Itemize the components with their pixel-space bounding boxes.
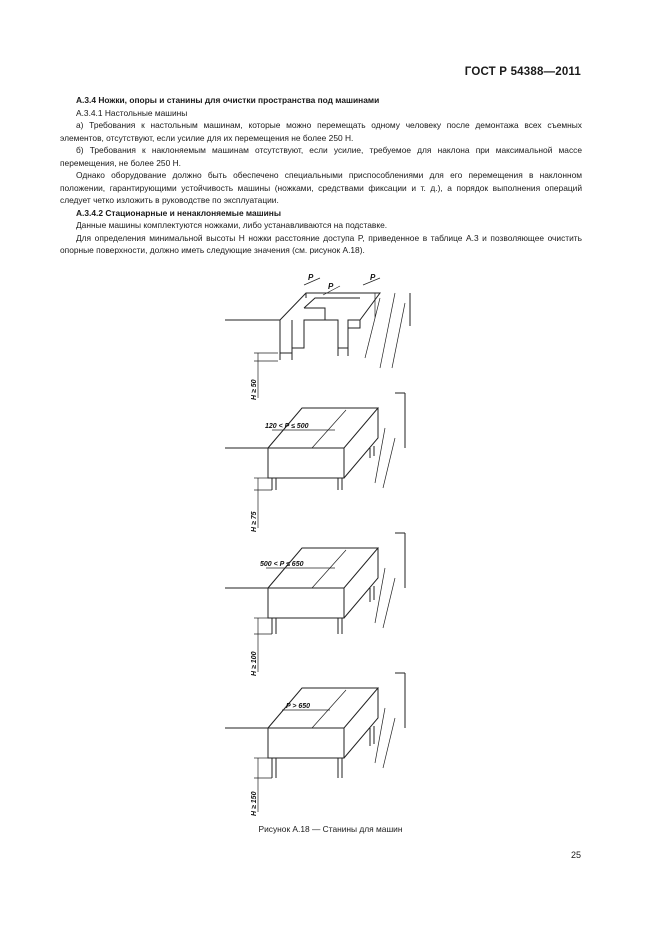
range-label-4: P > 650 [286, 703, 311, 710]
figure-caption: Рисунок А.18 — Станины для машин [258, 824, 403, 834]
subsection-heading-1: А.3.4.1 Настольные машины [76, 107, 188, 118]
paragraph-d: Данные машины комплектуются ножками, либо устанавливаются на подставке. [76, 220, 388, 230]
figure-a18 [220, 268, 420, 818]
h-label-1: H ≥ 50 [251, 379, 258, 400]
p-label-3: P [370, 273, 376, 282]
section-heading: А.3.4 Ножки, опоры и станины для очистки пространства под машинами [76, 95, 380, 105]
diagram-4-machine [225, 673, 405, 816]
h-label-2: H ≥ 75 [251, 511, 258, 532]
body-text [60, 94, 582, 257]
paragraph-b: б) Требования к наклоняемым машинам отсутствуют, если усилие, требуемое для наклона при максимальной массе перемещения, не более 250 Н. [60, 145, 582, 168]
subsection-heading-2: А.3.4.2 Стационарные и ненаклоняемые машины [76, 207, 282, 218]
paragraph-e: Для определения минимальной высоты H ножки расстояние доступа P, приведенное в таблице А.3 и позволяющее очистить опорные поверхности, должно иметь следующие значения (см. рисунок А.18). [60, 232, 582, 255]
h-label-3: H ≥ 100 [251, 651, 258, 676]
diagram-2-machine [225, 393, 405, 532]
p-label-1: P [308, 273, 314, 282]
paragraph-c: Однако оборудование должно быть обеспечено специальными приспособлениями для его перемещения в наклонном положении, гарантирующими устойчивость машины (ножками, средствами фиксации и т. д.), а порядок выполнения операций следует четко изложить в руководстве по эксплуатации. [60, 170, 582, 205]
document-id: ГОСТ Р 54388—2011 [464, 66, 581, 78]
h-label-4: H ≥ 150 [251, 791, 258, 816]
diagram-1-tabletop [225, 273, 410, 400]
range-label-3: 500 < P ≤ 650 [260, 561, 304, 568]
p-label-2: P [328, 282, 334, 291]
range-label-2: 120 < P ≤ 500 [265, 423, 309, 430]
page-number: 25 [570, 850, 581, 860]
diagram-3-machine [225, 533, 405, 676]
paragraph-a: а) Требования к настольным машинам, которые можно перемещать одному человеку после демонтажа всех съемных элементов, отсутствуют, если усилие для их перемещения не более 250 Н. [60, 120, 582, 143]
